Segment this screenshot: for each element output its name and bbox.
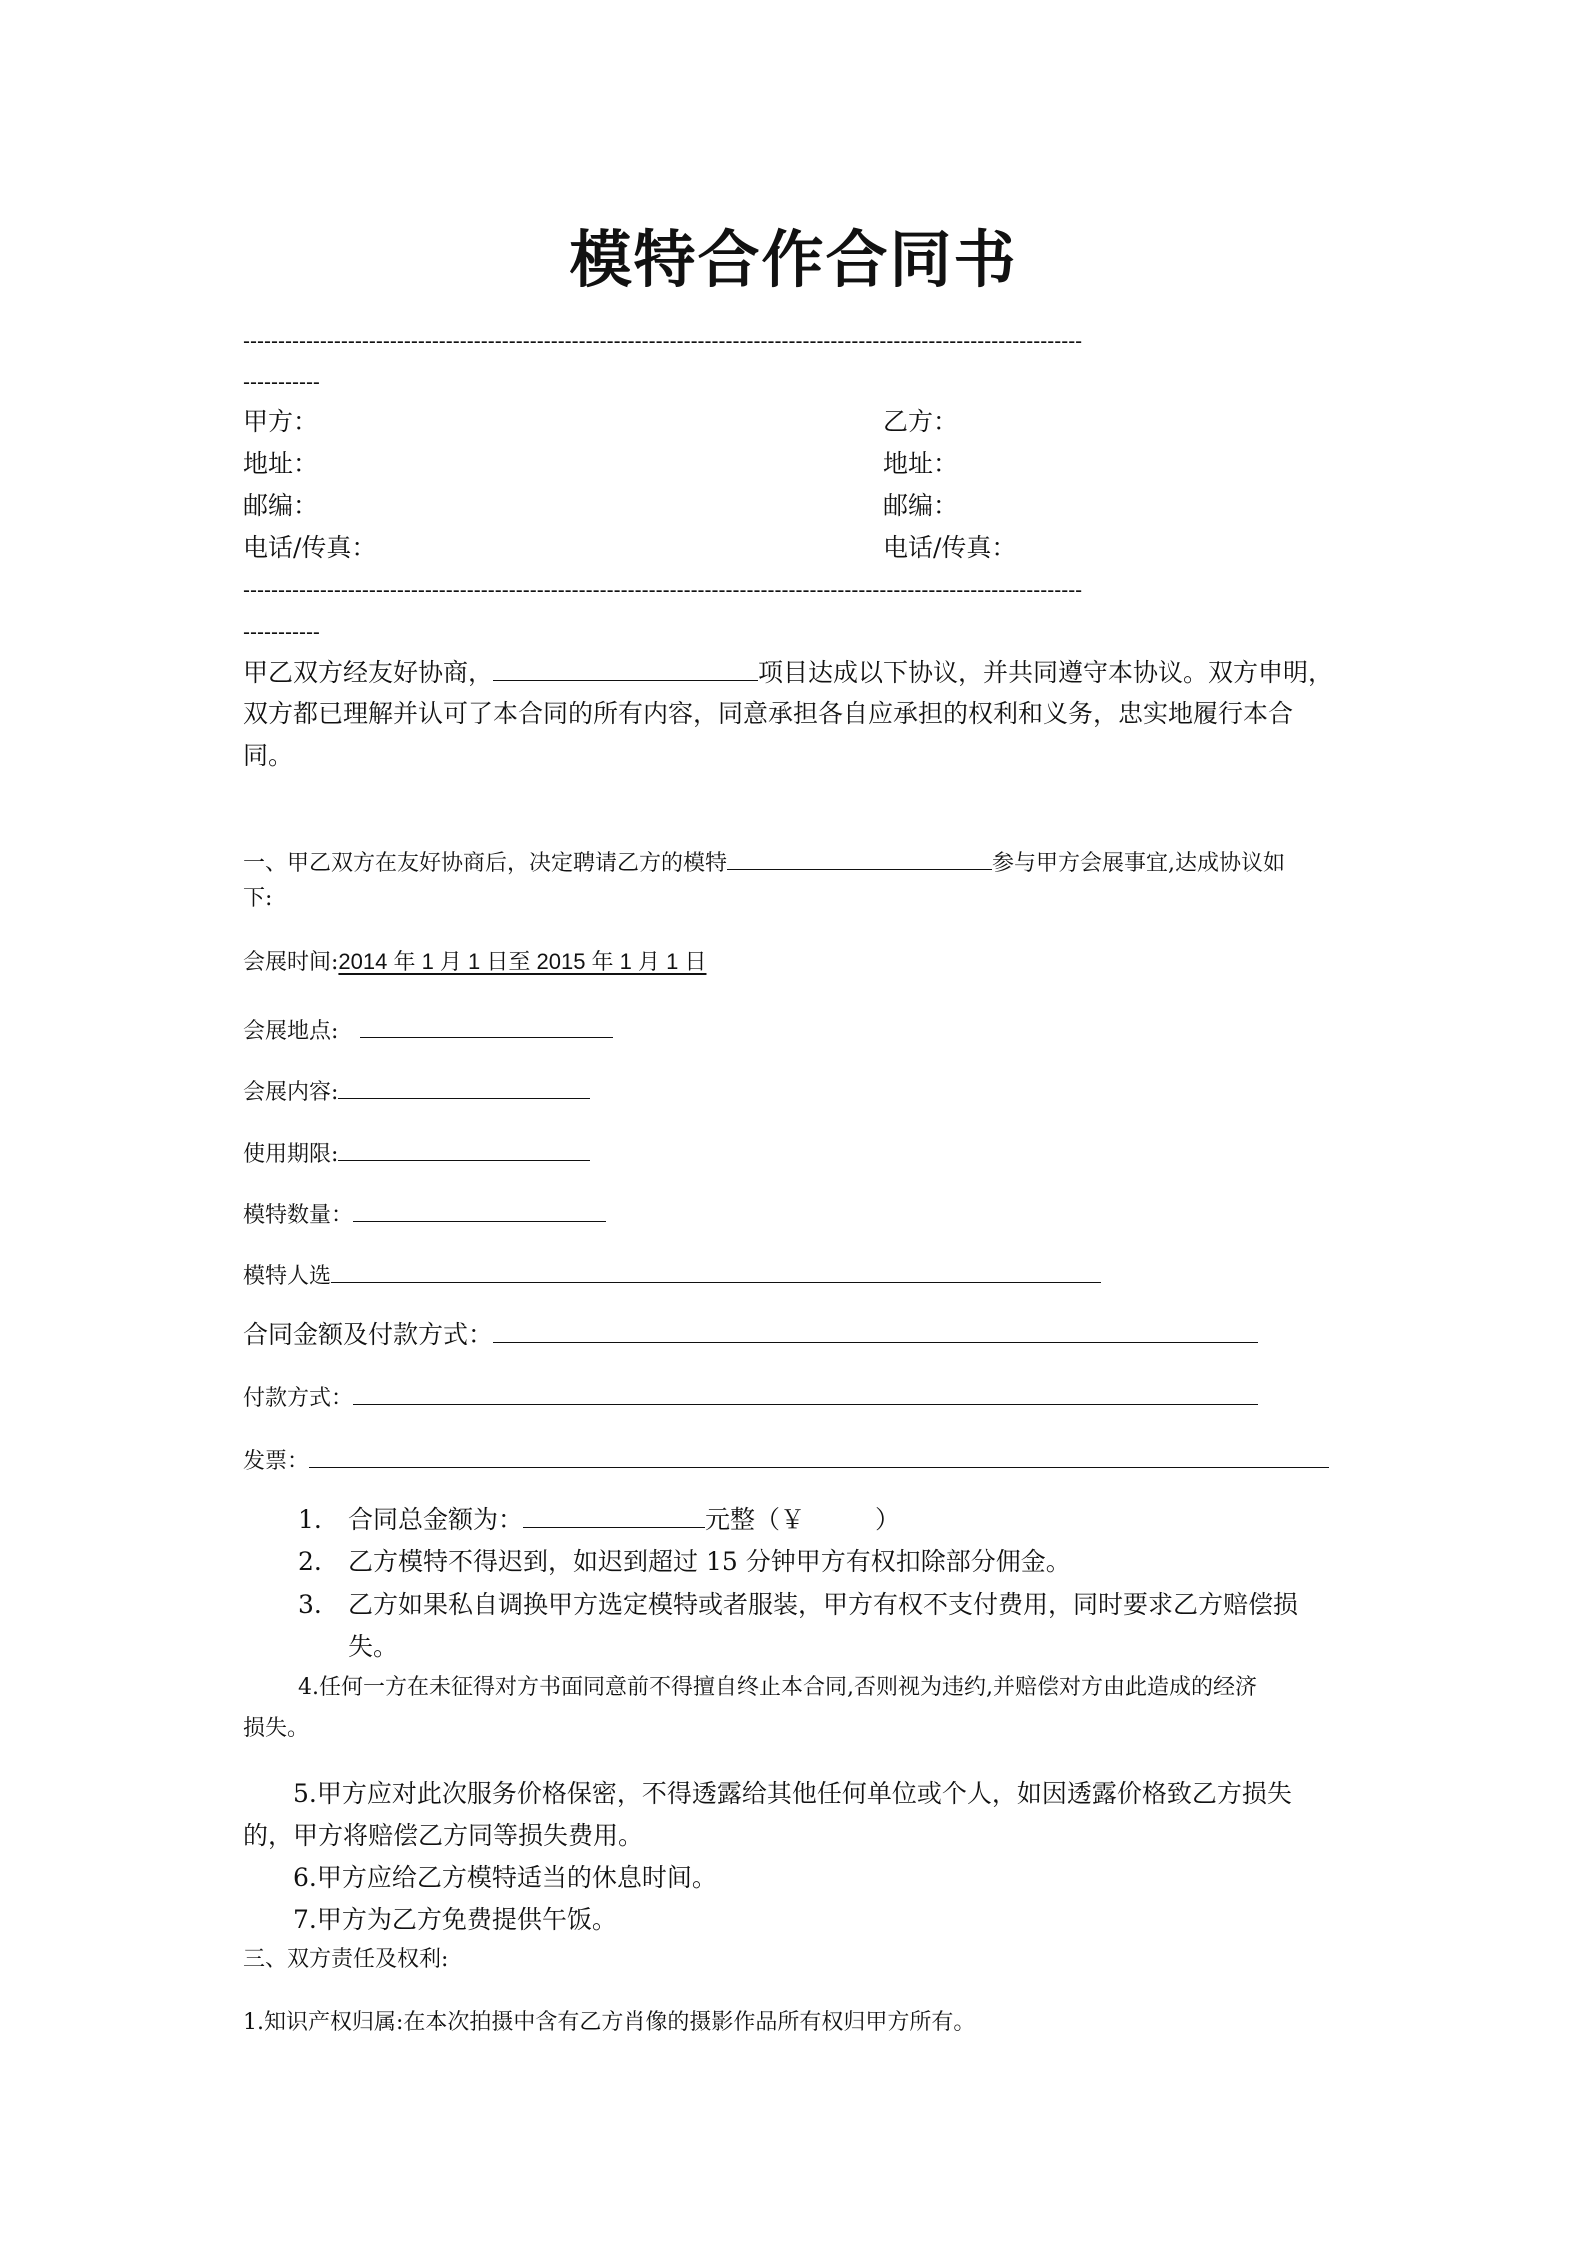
exhibition-place-row (243, 1013, 613, 1047)
invoice-row (243, 1443, 1329, 1477)
party-a-address-label: 地址： (243, 449, 319, 478)
model-count-row (243, 1197, 606, 1231)
party-b-postcode-label: 邮编： (883, 491, 959, 520)
model-selection-blank (331, 1258, 1101, 1283)
model-blank (727, 845, 992, 870)
party-a-postcode-label: 邮编： (243, 491, 319, 520)
item-2-text: 乙方模特不得迟到，如迟到超过 15 分钟甲方有权扣除部分佣金。 (348, 1547, 1071, 1576)
total-amount-blank (523, 1503, 705, 1528)
item-1 (298, 1503, 900, 1536)
separator-line: ------------------------------------------------------------------------------------------------------------------------ (243, 580, 1083, 602)
model-count-blank (353, 1197, 606, 1222)
item-4-line-2: 损失。 (243, 1716, 310, 1741)
section3-item-1: 1.知识产权归属:在本次拍摄中含有乙方肖像的摄影作品所有权归甲方所有。 (243, 2010, 976, 2035)
model-selection-row (243, 1258, 1101, 1292)
section3-heading: 三、双方责任及权利: (243, 1947, 449, 1972)
payment-method-row (243, 1380, 1258, 1414)
party-b-address-label: 地址： (883, 449, 959, 478)
section1-text-end: 参与甲方会展事宜,达成协议如 (992, 851, 1286, 876)
section1-line-1 (243, 845, 1285, 879)
exhibition-content-row (243, 1074, 590, 1108)
item-1-close: ） (875, 1505, 901, 1534)
document-title: 模特合作合同书 (569, 223, 1018, 296)
item-2-number: 2. (298, 1547, 322, 1576)
item-2 (298, 1546, 1071, 1578)
model-selection-label: 模特人选 (243, 1264, 332, 1289)
item-4-line-1: 4.任何一方在未征得对方书面同意前不得擅自终止本合同,否则视为违约,并赔偿对方由此造成的经济 (298, 1675, 1257, 1700)
item-1-number: 1. (298, 1505, 322, 1534)
exhibition-place-label: 会展地点: (243, 1019, 339, 1044)
payment-method-blank (353, 1380, 1258, 1405)
party-a-name-label: 甲方： (243, 407, 319, 436)
exhibition-content-label: 会展内容: (243, 1080, 339, 1105)
usage-period-row (243, 1136, 590, 1170)
intro-text-end: 项目达成以下协议，并共同遵守本协议。双方申明， (758, 658, 1334, 687)
item-1-currency: 元整（￥ (705, 1505, 806, 1534)
party-a-phone-label: 电话/传真： (243, 533, 377, 562)
separator-line: ------------------------------------------------------------------------------------------------------------------------ (243, 331, 1083, 353)
model-count-label: 模特数量： (243, 1203, 354, 1228)
party-b-phone-label: 电话/传真： (883, 533, 1017, 562)
intro-text-start: 甲乙双方经友好协商， (243, 658, 494, 687)
item-3-line-2: 失。 (348, 1632, 399, 1661)
intro-line-3: 同。 (243, 741, 294, 770)
separator-line-tail: ----------- (243, 621, 320, 644)
section1-line-2: 下: (243, 886, 273, 911)
separator-line-tail: ----------- (243, 371, 320, 394)
intro-line-2: 双方都已理解并认可了本合同的所有内容，同意承担各自应承担的权利和义务，忠实地履行本合 (243, 699, 1294, 728)
party-b-name-label: 乙方： (883, 407, 959, 436)
item-3 (298, 1589, 1298, 1621)
item-6: 6.甲方应给乙方模特适当的休息时间。 (293, 1863, 717, 1892)
section1-text-start: 一、甲乙双方在友好协商后，决定聘请乙方的模特 (243, 851, 728, 876)
contract-amount-blank (493, 1318, 1258, 1343)
item-7: 7.甲方为乙方免费提供午饭。 (293, 1905, 617, 1934)
exhibition-time-row (243, 947, 706, 978)
item-3-number: 3. (298, 1590, 322, 1619)
item-5-line-2: 的，甲方将赔偿乙方同等损失费用。 (243, 1821, 644, 1850)
item-3-text: 乙方如果私自调换甲方选定模特或者服装，甲方有权不支付费用，同时要求乙方赔偿损 (348, 1590, 1299, 1619)
exhibition-time-label: 会展时间: (243, 950, 339, 975)
usage-period-blank (338, 1136, 590, 1161)
invoice-label: 发票： (243, 1449, 310, 1474)
project-name-blank (493, 656, 758, 681)
exhibition-time-value: 2014 年 1 月 1 日至 2015 年 1 月 1 日 (338, 949, 707, 974)
exhibition-content-blank (338, 1074, 590, 1099)
contract-amount-row (243, 1318, 1258, 1351)
exhibition-place-blank (360, 1013, 613, 1038)
item-1-text: 合同总金额为： (348, 1505, 524, 1534)
usage-period-label: 使用期限: (243, 1142, 339, 1167)
item-5-line-1: 5.甲方应对此次服务价格保密，不得透露给其他任何单位或个人，如因透露价格致乙方损失 (293, 1779, 1292, 1808)
intro-line-1 (243, 656, 1333, 689)
invoice-blank (309, 1443, 1329, 1468)
contract-amount-label: 合同金额及付款方式： (243, 1320, 494, 1349)
payment-method-label: 付款方式： (243, 1386, 354, 1411)
